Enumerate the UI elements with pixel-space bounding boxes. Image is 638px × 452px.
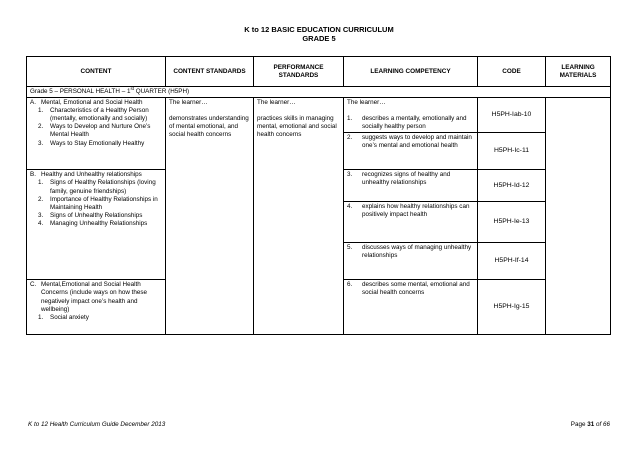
header-learning-materials: LEARNING MATERIALS bbox=[546, 57, 611, 87]
learning-materials-cell bbox=[546, 98, 611, 335]
header-row bbox=[27, 57, 611, 87]
document-grade: GRADE 5 bbox=[302, 34, 336, 43]
code-cell: H5PH-Ic-11 bbox=[478, 133, 546, 170]
code-cell: H5PH-Ig-15 bbox=[478, 280, 546, 335]
code-cell: H5PH-Ie-13 bbox=[478, 202, 546, 243]
code-cell: H5PH-If-14 bbox=[478, 243, 546, 280]
performance-standards-cell: The learner… practices skills in managing mental, emotional and social health concerns bbox=[254, 98, 344, 335]
content-cell-c: C. Mental,Emotional and Social Health Concerns (include ways on how these negatively impact one’s health and wellbeing) 1. Social anxiety bbox=[27, 280, 166, 335]
content-cell-b: B. Healthy and Unhealthy relationships 1. Signs of Healthy Relationships (loving family, genuine friendships) 2. Importance of Healthy Relationships in Maintaining Health 3. Signs of Unhealthy Relationships 4. Managing Unhealthy Relationships bbox=[27, 170, 166, 280]
footer-guide-label: K to 12 Health Curriculum Guide December 2013 bbox=[28, 421, 166, 428]
competency-cell: 6. describes some mental, emotional and social health concerns bbox=[344, 280, 478, 335]
table-row bbox=[27, 98, 611, 133]
content-cell-a: A. Mental, Emotional and Social Health 1. Characteristics of a Healthy Person (mentally, emotionally and socially) 2. Ways to Develop and Nurture One’s Mental Health 3. Ways to Stay Emotionally Healthy bbox=[27, 98, 166, 170]
header-performance-standards: PERFORMANCE STANDARDS bbox=[254, 57, 344, 87]
quarter-label: Grade 5 – PERSONAL HEALTH – 1st QUARTER (H5PH) bbox=[27, 87, 611, 98]
header-learning-competency: LEARNING COMPETENCY bbox=[344, 57, 478, 87]
competency-cell: 3. recognizes signs of healthy and unhealthy relationships bbox=[344, 170, 478, 202]
competency-cell: The learner… 1. describes a mentally, emotionally and socially healthy person bbox=[344, 98, 478, 133]
footer-page-number: Page 31 of 66 bbox=[570, 421, 610, 428]
header-content: CONTENT bbox=[27, 57, 166, 87]
quarter-row bbox=[27, 87, 611, 98]
code-cell: H5PH-Id-12 bbox=[478, 170, 546, 202]
competency-cell: 2. suggests ways to develop and maintain one’s mental and emotional health bbox=[344, 133, 478, 170]
document-title: K to 12 BASIC EDUCATION CURRICULUM bbox=[244, 25, 394, 34]
code-cell: H5PH-Iab-10 bbox=[478, 98, 546, 133]
competency-cell: 5. discusses ways of managing unhealthy relationships bbox=[344, 243, 478, 280]
competency-cell: 4. explains how healthy relationships can positively impact health bbox=[344, 202, 478, 243]
header-content-standards: CONTENT STANDARDS bbox=[166, 57, 254, 87]
header-code: CODE bbox=[478, 57, 546, 87]
curriculum-table bbox=[26, 56, 611, 335]
content-standards-cell: The learner… demonstrates understanding of mental emotional, and social health concerns bbox=[166, 98, 254, 335]
